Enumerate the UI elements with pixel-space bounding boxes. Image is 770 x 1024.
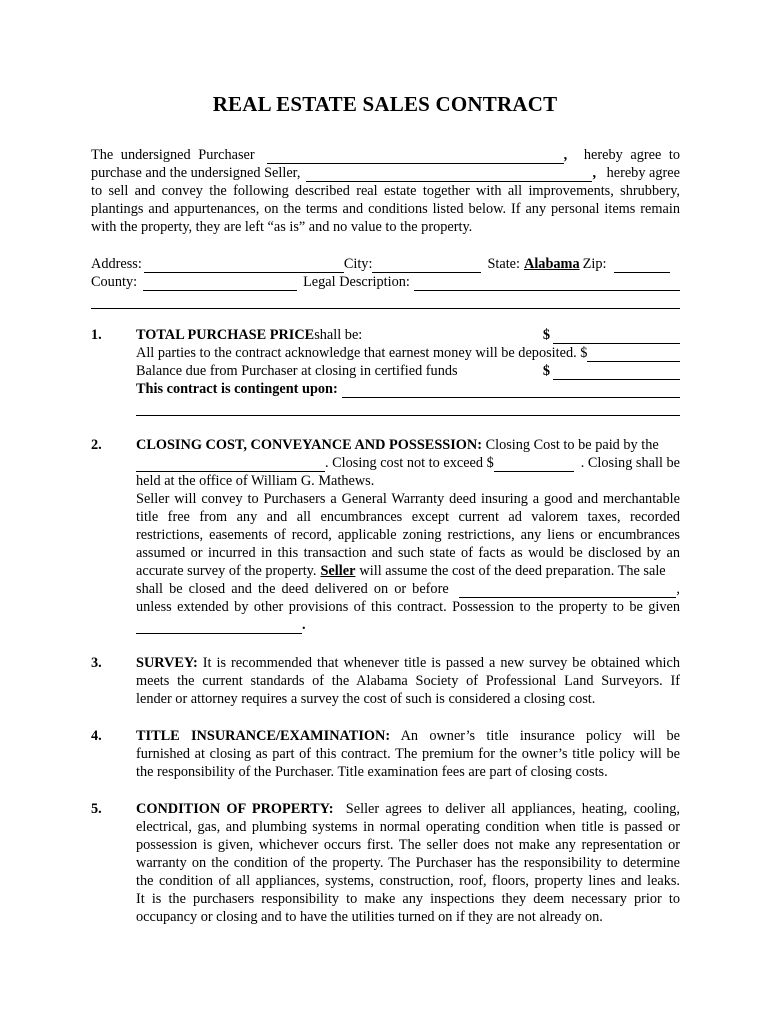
section-2-body [136, 436, 680, 634]
title-insurance-line-1 [136, 727, 680, 745]
section-number: 3. [91, 655, 102, 671]
section-text: held at the office of William G. Mathews. [136, 473, 375, 489]
intro-line-1 [91, 146, 680, 164]
section-text: , [676, 581, 680, 597]
section-1-body [136, 326, 680, 416]
section-text: warranty on the condition of the property. The Purchaser has the responsibility to determine [136, 855, 680, 871]
closing-date-field[interactable] [459, 583, 677, 598]
section-heading: TITLE INSURANCE/EXAMINATION: [136, 728, 391, 744]
section-heading: TOTAL PURCHASE PRICE [136, 327, 315, 343]
balance-row [136, 362, 680, 380]
section-text: It is the purchasers responsibility to make any inspections they deem necessary prior to [136, 891, 680, 907]
section-text: . [302, 617, 306, 633]
address-label: Address: [91, 256, 142, 272]
section-text: will assume the cost of the deed preparation. The sale [359, 563, 666, 579]
earnest-money-row [136, 344, 680, 362]
legal-description-label: Legal Description: [303, 274, 410, 290]
purchase-price-row [136, 326, 680, 344]
intro-text: hereby agree to [583, 147, 680, 163]
intro-comma: , [563, 147, 568, 163]
zip-label: Zip: [582, 256, 607, 272]
earnest-money-field[interactable] [587, 347, 680, 362]
county-row [91, 273, 680, 291]
dollar-sign: $ [542, 327, 550, 343]
section-text: restrictions, easements of record, applicable zoning restrictions, any liens or encumbrances [136, 527, 680, 543]
possession-row [136, 616, 680, 634]
dollar-sign: $ [542, 363, 550, 379]
section-text: Balance due from Purchaser at closing in certified funds [136, 363, 458, 379]
possession-date-field[interactable] [136, 619, 302, 634]
intro-comma: , [592, 165, 597, 181]
address-field[interactable] [144, 258, 344, 273]
section-text: lender or attorney requires a survey the cost of such is considered a closing cost. [136, 691, 596, 707]
balance-field[interactable] [553, 365, 680, 380]
purchase-price-field[interactable] [553, 329, 680, 344]
section-text: Seller will convey to Purchasers a General Warranty deed insuring a good and merchantable [136, 491, 680, 507]
section-text: possession is given, whichever occurs first. The seller does not make any representation or [136, 837, 680, 853]
section-5 [91, 800, 680, 930]
closing-cost-limit-field[interactable] [494, 457, 574, 472]
intro-line-5: with the property, they are left “as is” and no value to the property. [91, 219, 473, 235]
condition-line-1 [136, 800, 680, 818]
section-text: shall be closed and the deed delivered on or before [136, 581, 449, 597]
intro-text: hereby agree [606, 165, 680, 181]
section-number: 4. [91, 728, 102, 744]
section-number: 1. [91, 327, 102, 343]
section-4-body [136, 727, 680, 781]
section-text: Closing Cost to be paid by the [482, 437, 659, 453]
section-text: It is recommended that whenever title is passed a new survey be obtained which [197, 655, 680, 671]
property-fields [91, 255, 680, 309]
county-field[interactable] [143, 276, 297, 291]
section-1 [91, 326, 680, 426]
section-number: 5. [91, 801, 102, 817]
section-text: title free from any and all encumbrances except current ad valorem taxes, recorded [136, 509, 680, 525]
section-text: unless extended by other provisions of this contract. Possession to the property to be given [136, 599, 680, 615]
section-3 [91, 654, 680, 710]
section-heading: CONDITION OF PROPERTY: [136, 801, 334, 817]
section-text: All parties to the contract acknowledge that earnest money will be deposited. $ [136, 345, 588, 361]
section-text: shall be: [314, 327, 363, 343]
section-text: electrical, gas, and plumbing systems in normal operating condition when title is passed or [136, 819, 680, 835]
intro-text: purchase and the undersigned Seller, [91, 165, 301, 181]
deed-cost-row [136, 562, 680, 580]
intro-line-4: plantings and appurtenances, on the terms and conditions listed below. If any personal items remain [91, 201, 680, 217]
city-field[interactable] [372, 258, 481, 273]
section-text: Seller agrees to deliver all appliances, heating, cooling, [333, 801, 680, 817]
intro-text: The undersigned Purchaser [91, 147, 255, 163]
section-text: meets the current standards of the Alabama Society of Professional Land Surveyors. If [136, 673, 680, 689]
contingency-row [136, 380, 680, 398]
section-2 [91, 436, 680, 646]
state-value: Alabama [524, 256, 580, 272]
legal-description-field[interactable] [414, 276, 680, 291]
section-text: . Closing shall be [580, 455, 680, 471]
contingency-label: This contract is contingent upon: [136, 381, 338, 397]
closing-cost-payer-field[interactable] [136, 457, 325, 472]
closing-date-row [136, 580, 680, 598]
section-text: occupancy or closing and to have the utilities turned on if they are not already on. [136, 909, 603, 925]
county-label: County: [91, 274, 138, 290]
intro-line-2 [91, 164, 680, 182]
closing-cost-row [136, 436, 680, 454]
section-heading: SURVEY: [136, 655, 198, 671]
section-5-body [136, 800, 680, 926]
section-text: assumed or incurred in this transaction and such state of facts as would be disclosed by an [136, 545, 680, 561]
section-heading: CLOSING COST, CONVEYANCE AND POSSESSION: [136, 437, 482, 453]
contingency-field[interactable] [342, 383, 680, 398]
legal-description-continued[interactable] [91, 291, 680, 309]
deed-cost-party: Seller [320, 563, 356, 579]
survey-line-1 [136, 654, 680, 672]
zip-field[interactable] [614, 258, 670, 273]
section-text: the condition of all appliances, systems, construction, roof, floors, property lines and leaks. [136, 873, 680, 889]
document-title: REAL ESTATE SALES CONTRACT [212, 92, 558, 116]
contingency-field-continued[interactable] [136, 398, 680, 416]
address-row [91, 255, 680, 273]
section-text: accurate survey of the property. [136, 563, 317, 579]
section-text: the responsibility of the Purchaser. Title examination fees are part of closing costs. [136, 764, 608, 780]
seller-name-field[interactable] [306, 167, 592, 182]
intro-line-3: to sell and convey the following described real estate together with all improvements, shrubbery, [91, 183, 680, 199]
city-label: City: [343, 256, 373, 272]
intro-paragraph [91, 146, 680, 236]
section-3-body [136, 654, 680, 708]
section-text: furnished at closing as part of this contract. The premium for the owner’s title policy will be [136, 746, 680, 762]
section-number: 2. [91, 437, 102, 453]
section-text: An owner’s title insurance policy will be [390, 728, 680, 744]
closing-cost-limit-row [136, 454, 680, 472]
section-text: . Closing cost not to exceed $ [325, 455, 494, 471]
section-4 [91, 727, 680, 783]
purchaser-name-field[interactable] [267, 149, 564, 164]
state-label: State: [487, 256, 520, 272]
